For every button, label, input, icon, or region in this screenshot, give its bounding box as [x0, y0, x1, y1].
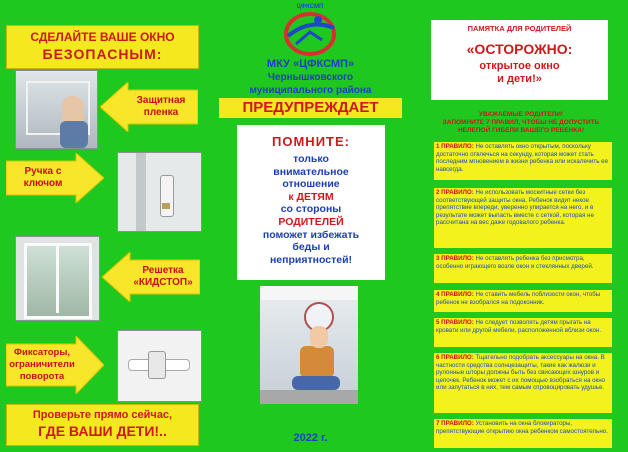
- logo-text: ЦФКСМП: [296, 4, 324, 10]
- rule-7-text: Установить на окна блокираторы, препятствующие открытию окна ребенком самостоятельно.: [436, 420, 608, 435]
- logo-icon: [278, 4, 342, 56]
- org-line3: муниципального района: [249, 85, 372, 96]
- caution-sub2: и дети!»: [497, 73, 542, 85]
- item-label-handle: Ручка с ключом: [23, 166, 63, 189]
- arrow-protective-film: [100, 82, 198, 132]
- arrow-key-handle: [6, 153, 104, 203]
- remember-line: к ДЕТЯМ: [288, 190, 334, 203]
- middle-panel: [207, 0, 414, 452]
- item-label-film: Защитная пленка: [136, 95, 186, 118]
- rule-4: [434, 290, 612, 312]
- rule-4-text: Не ставить мебель поблизости окон, чтобы ребенок не взобрался на подоконник.: [436, 291, 601, 306]
- kidstop-grille-photo: [15, 236, 100, 321]
- rule-5: [434, 318, 612, 347]
- header-line2: БЕЗОПАСНЫМ:: [42, 46, 163, 62]
- remember-line: отношение: [282, 178, 340, 191]
- footer-line1: Проверьте прямо сейчас,: [32, 409, 173, 421]
- safe-window-header: [6, 25, 199, 69]
- arrow-limiters: [6, 336, 104, 394]
- warns-label: ПРЕДУПРЕЖДАЕТ: [219, 98, 402, 118]
- remember-text: [237, 153, 385, 266]
- remember-line: только: [293, 153, 329, 165]
- child-at-window-photo: [260, 286, 358, 404]
- rule-7: [434, 419, 612, 448]
- header-line1: СДЕЛАЙТЕ ВАШЕ ОКНО: [30, 30, 175, 44]
- rule-5-text: Не следует позволять детям прыгать на кровати или другой мебели, расположенной вблизи окон.: [436, 319, 602, 334]
- remember-line: беды и: [292, 241, 330, 254]
- footer-line2: ГДЕ ВАШИ ДЕТИ!..: [38, 423, 167, 439]
- intro-line2: ЗАПОМНИТЕ 7 ПРАВИЛ, ЧТОБЫ НЕ ДОПУСТИТЬ НЕЛЕПОЙ ГИБЕЛИ ВАШЕГО РЕБЕНКА!: [442, 119, 600, 134]
- org-line1: МКУ «ЦФКСМП»: [266, 58, 355, 70]
- remember-line: со стороны: [280, 203, 342, 216]
- rule-1-head: 1 ПРАВИЛО:: [436, 143, 474, 150]
- arrow-kidstop: [102, 252, 200, 302]
- remember-box: [237, 125, 385, 280]
- rule-2-head: 2 ПРАВИЛО:: [436, 189, 474, 196]
- rule-2: [434, 188, 612, 248]
- check-now-footer: [6, 404, 199, 446]
- rule-6-head: 6 ПРАВИЛО:: [436, 354, 474, 361]
- memo-box: [431, 20, 608, 100]
- rule-6: [434, 353, 612, 413]
- rule-5-head: 5 ПРАВИЛО:: [436, 319, 474, 326]
- rule-1: [434, 142, 612, 180]
- rule-4-head: 4 ПРАВИЛО:: [436, 291, 474, 298]
- remember-line: неприятностей!: [269, 253, 353, 266]
- rule-3-head: 3 ПРАВИЛО:: [436, 255, 474, 262]
- remember-line: РОДИТЕЛЕЙ: [278, 215, 344, 228]
- key-handle-photo: [117, 152, 202, 232]
- intro-line1: УВАЖАЕМЫЕ РОДИТЕЛИ!: [478, 111, 564, 118]
- limiter-photo: [117, 330, 202, 402]
- org-line2: Чернышковского: [267, 72, 354, 83]
- caution-title: «ОСТОРОЖНО:: [466, 41, 573, 57]
- organization-logo: [278, 4, 342, 56]
- item-label-kidstop: Решетка «КИДСТОП»: [133, 265, 193, 288]
- item-label-limiters: Фиксаторы, ограничители поворота: [9, 347, 75, 382]
- remember-line: внимательное: [273, 165, 349, 178]
- rule-6-text: Тщательно подобрать аксессуары на окна. В частности средства солнцезащиты, такие как жалюзи и рулонные шторы должны быть без свисающих шнуров и цепочек. Ребенок может с их помощью взобраться на окно или запутаться в них, тем самым спровоцировать удушье.: [436, 354, 606, 392]
- rule-1-text: Не оставлять окно открытым, поскольку достаточно отвлечься на секунду, которая может стать последним мгновением в жизни ребенка или искалечить ее навсегда.: [436, 143, 609, 173]
- rule-2-text: Не использовать москитные сетки без соответствующей защиты окна. Ребенок видит некое препятствие впереди, уверенно упирается на него, и в результате может выпасть вместе с сеткой, которая не рассчитана на вес даже годовалого ребенка.: [436, 189, 594, 227]
- rule-3-text: Не оставлять ребенка без присмотра, особенно играющего возле окон и стеклянных дверей.: [436, 255, 594, 270]
- year-label: 2022 г.: [293, 432, 328, 444]
- rule-3: [434, 254, 612, 283]
- protective-film-photo: [15, 70, 98, 149]
- remember-title: ПОМНИТЕ:: [272, 134, 350, 149]
- rule-7-head: 7 ПРАВИЛО:: [436, 420, 474, 427]
- caution-sub1: открытое окно: [479, 60, 560, 72]
- remember-line: поможет избежать: [262, 228, 360, 241]
- left-panel: [0, 0, 207, 452]
- memo-title: ПАМЯТКА ДЛЯ РОДИТЕЛЕЙ: [467, 24, 572, 33]
